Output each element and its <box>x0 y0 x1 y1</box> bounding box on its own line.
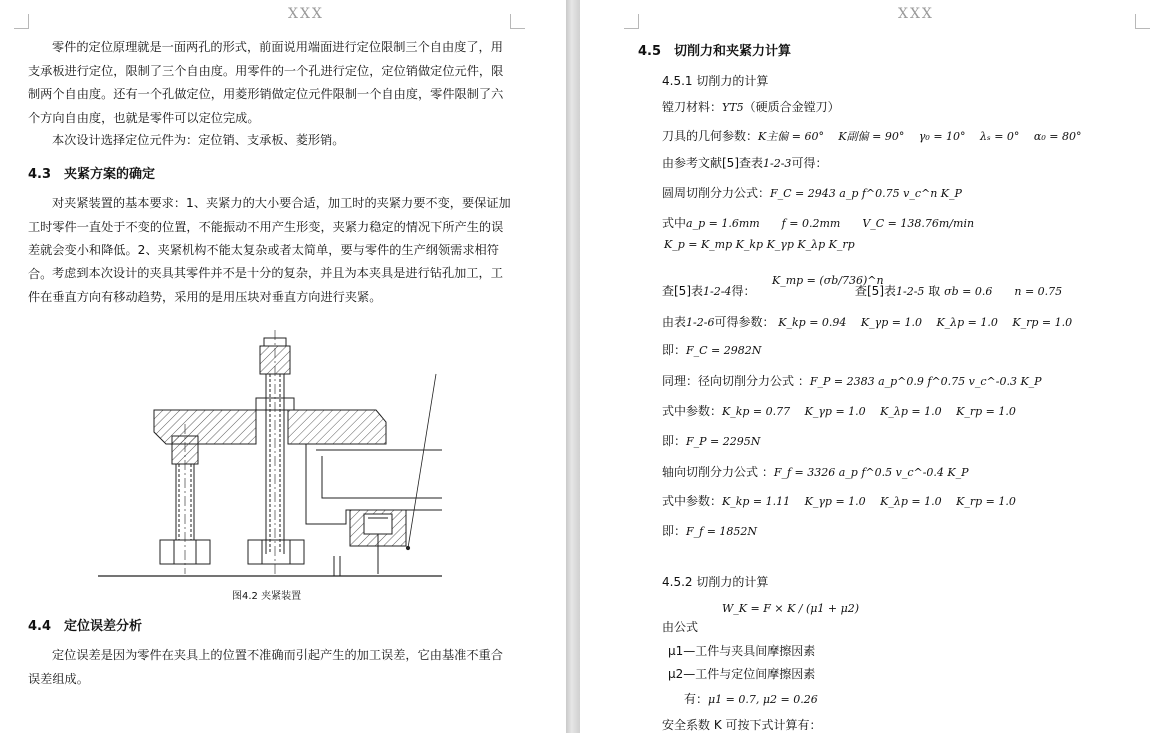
text-line <box>662 522 757 539</box>
crop-mark <box>1135 14 1150 29</box>
label: 式中参数： <box>662 404 723 418</box>
crop-mark <box>14 14 29 29</box>
label: 即： <box>662 524 687 538</box>
math: F_C = 2982N <box>686 344 762 357</box>
left-page <box>0 0 566 733</box>
math: K_kp = 0.77 K_γp = 1.0 K_λp = 1.0 K_rp = 1.0 <box>722 405 1016 418</box>
label: 同理：径向切削分力公式 ： <box>662 374 810 388</box>
label: 由参考文献[5]查表 <box>662 156 763 170</box>
text-line <box>662 372 1042 389</box>
text-line <box>662 127 1081 144</box>
text-line <box>684 690 818 707</box>
label: 由公式 <box>662 620 699 634</box>
label: 查[5]表 <box>662 284 703 298</box>
math: K主偏 = 60° K副偏 = 90° γ₀ = 10° λₛ = 0° α₀ = 80° <box>758 130 1082 143</box>
text-line <box>662 432 760 449</box>
paragraph: 考虑到本次设计的夹具其零件并不是十分的复杂，并且为本夹具是进行钻孔加工，工件在垂直方向有移动趋势，采用的是用压块对垂直方向进行夹紧。 <box>28 266 503 304</box>
math: 1-2-4 <box>703 285 732 298</box>
label: 可得参数： <box>714 315 775 329</box>
math: F_f = 3326 a_p f^0.5 v_c^-0.4 K_P <box>773 466 969 479</box>
math: F_C = 2943 a_p f^0.75 v_c^n K_P <box>770 187 962 200</box>
right-page <box>580 0 1175 733</box>
math: 1-2-5 <box>896 285 925 298</box>
math: σb = 0.6 n = 0.75 <box>944 285 1063 298</box>
label: 轴向切削分力公式 ： <box>662 465 774 479</box>
label: 圆周切削分力公式： <box>662 186 771 200</box>
text-line <box>855 282 1062 299</box>
section-heading: 4.5 切削力和夹紧力计算 <box>638 44 792 59</box>
math: 1-2-3 <box>763 157 792 170</box>
label: 式中 <box>662 216 687 230</box>
text-line: μ1—工件与夹具间摩擦因素 <box>668 644 816 658</box>
text-line <box>662 98 840 115</box>
text-line: μ2—工件与定位间摩擦因素 <box>668 667 816 681</box>
text-line <box>662 402 1016 419</box>
math: K_kp = 0.94 K_γp = 1.0 K_λp = 1.0 K_rp = 1.0 <box>778 316 1073 329</box>
label: 可得： <box>791 156 828 170</box>
page-header: XXX <box>898 6 934 22</box>
label: 镗刀材料： <box>662 100 723 114</box>
page-gutter <box>566 0 580 733</box>
text-line <box>662 618 698 635</box>
subsection-heading: 4.5.2 切削力的计算 <box>662 575 769 589</box>
crop-mark <box>510 14 525 29</box>
paragraph: 定位误差是因为零件在夹具上的位置不准确而引起产生的加工误差，它由基准不重合误差组成。 <box>28 648 503 686</box>
crop-mark <box>624 14 639 29</box>
label: 有： <box>684 692 709 706</box>
math: 1-2-6 <box>686 316 715 329</box>
text-line <box>662 463 969 480</box>
math: W_K = F × K / (μ1 + μ2) <box>722 602 860 615</box>
label: 得： <box>731 284 756 298</box>
section-heading: 4.4 定位误差分析 <box>28 619 143 634</box>
text-line <box>662 492 1016 509</box>
section-heading: 4.3 夹紧方案的确定 <box>28 167 156 182</box>
text-line <box>662 154 827 171</box>
label: 式中参数： <box>662 494 723 508</box>
math: F_f = 1852N <box>686 525 758 538</box>
label: （硬质合金镗刀） <box>743 100 840 114</box>
math: K_kp = 1.11 K_γp = 1.0 K_λp = 1.0 K_rp = 1.0 <box>722 495 1016 508</box>
label: 即： <box>662 343 687 357</box>
paragraph: 对夹紧装置的基本要求：1、夹紧力的大小要合适，加工时的夹紧力要不变，要保证加工时零件一直处于不变的位置，不能振动不用产生形变，夹紧力稳定的情况下所产生的误差就会变小和降低。2、夹紧机构不能太复杂或者太简单，要与零件的生产纲领需求相符合。 <box>28 196 511 281</box>
math: K_mp = (σb/736)^n <box>772 274 884 287</box>
label: 由表 <box>662 315 687 329</box>
page-header: XXX <box>288 6 324 22</box>
math: a_p = 1.6mm f = 0.2mm V_C = 138.76m/min <box>686 217 975 230</box>
text-line <box>662 341 761 358</box>
text-line <box>662 214 974 231</box>
text-line <box>662 184 962 201</box>
label: 查[5]表 <box>855 284 896 298</box>
paragraph: 零件的定位原理就是一面两孔的形式，前面说用端面进行定位限制三个自由度了，用支承板进行定位，限制了三个自由度。用零件的一个孔进行定位，定位销做定位元件，限制两个自由度。还有一个孔做定位，用菱形销做定位元件限制一个自由度，零件限制了六个方向自由度，也就是零件可以定位完成。 <box>28 40 504 125</box>
text-line <box>662 313 1072 330</box>
paragraph: 本次设计选择定位元件为：定位销、支承板、菱形销。 <box>52 133 345 147</box>
subsection-heading: 4.5.1 切削力的计算 <box>662 74 769 88</box>
math: YT5 <box>722 101 744 114</box>
math: F_P = 2383 a_p^0.9 f^0.75 v_c^-0.3 K_P <box>809 375 1042 388</box>
label: 刀具的几何参数： <box>662 129 759 143</box>
clamping-device-drawing <box>96 324 442 582</box>
label: 即： <box>662 434 687 448</box>
math: μ1 = 0.7, μ2 = 0.26 <box>708 693 818 706</box>
label: 取 <box>928 284 941 298</box>
math: F_P = 2295N <box>686 435 761 448</box>
text-line: 安全系数 K 可按下式计算有： <box>662 718 822 732</box>
math: K_p = K_mp K_kp K_γp K_λp K_rp <box>664 238 855 251</box>
text-line <box>662 282 755 299</box>
figure-caption: 图4.2 夹紧装置 <box>232 591 302 602</box>
